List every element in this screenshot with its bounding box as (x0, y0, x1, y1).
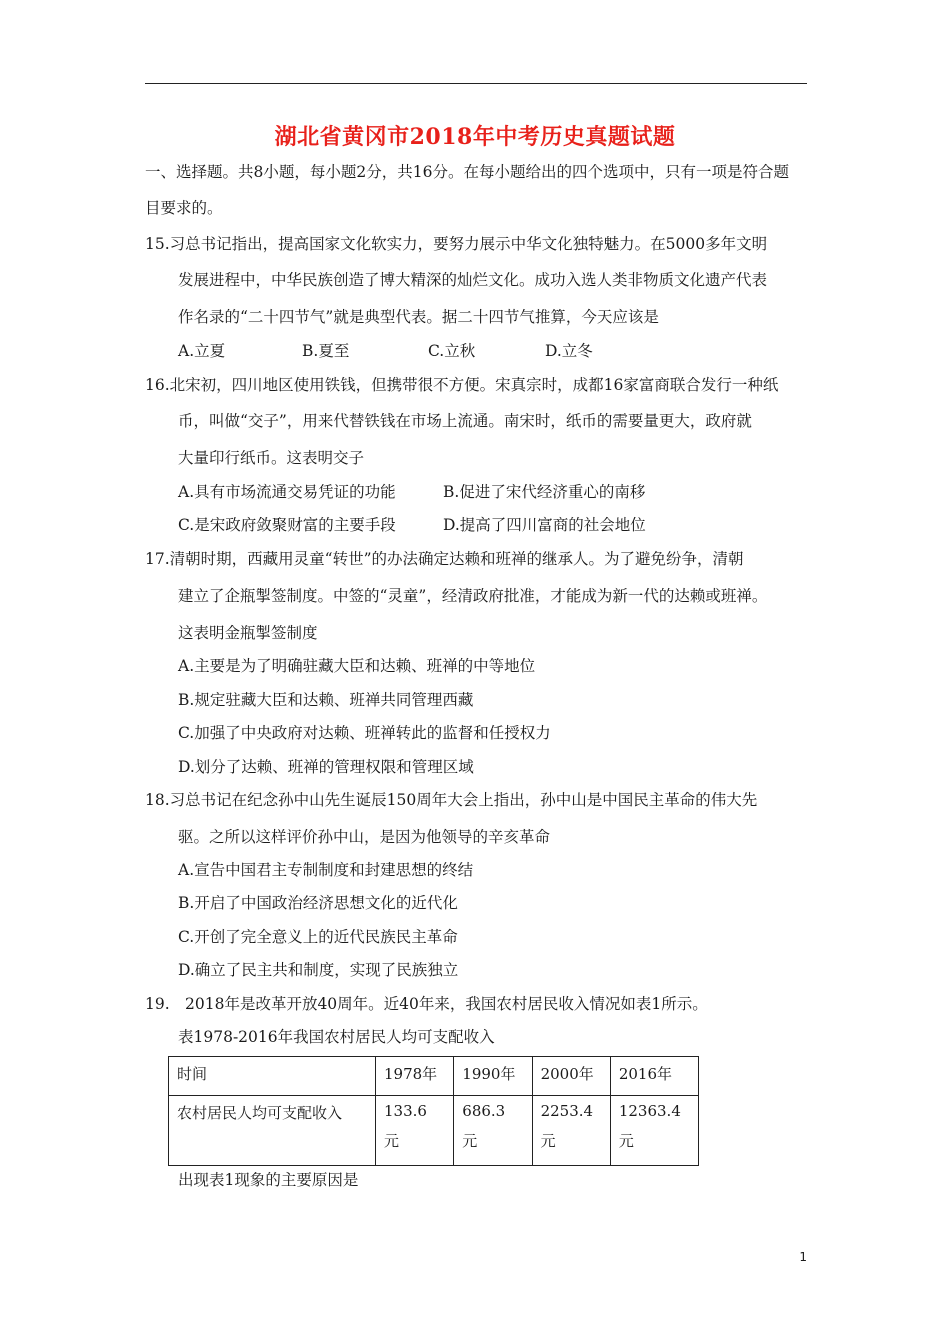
value-number: 133.6 (384, 1101, 427, 1120)
q19-after-table: 出现表1现象的主要原因是 (178, 1171, 359, 1189)
q17-option-b: B.规定驻藏大臣和达赖、班禅共同管理西藏 (178, 691, 474, 709)
page-title: 湖北省黄冈市2018年中考历史真题试题 (274, 124, 676, 150)
value-number: 686.3 (462, 1101, 506, 1120)
income-table (168, 1056, 699, 1166)
value-number: 2253.4 (540, 1101, 594, 1120)
table-caption: 表1978-2016年我国农村居民人均可支配收入 (178, 1028, 495, 1046)
q17-option-c: C.加强了中央政府对达赖、班禅转此的监督和任授权力 (178, 724, 551, 742)
q18-line-1: 18.习总书记在纪念孙中山先生诞辰150周年大会上指出，孙中山是中国民主革命的伟大先 (145, 791, 758, 809)
q15-line-3: 作名录的“二十四节气”就是典型代表。据二十四节气推算，今天应该是 (178, 308, 659, 326)
header-1978: 1978年 (376, 1057, 454, 1096)
header-2000: 2000年 (532, 1057, 610, 1096)
q16-line-3: 大量印行纸币。这表明交子 (178, 449, 365, 467)
q18-line-2: 驱。之所以这样评价孙中山，是因为他领导的辛亥革命 (178, 828, 551, 846)
value-2000 (532, 1095, 610, 1165)
q16-option-a: A.具有市场流通交易凭证的功能 (178, 483, 396, 501)
q19-line-1: 2018年是改革开放40周年。近40年来，我国农村居民收入情况如表1所示。 (185, 995, 708, 1013)
header-1990: 1990年 (454, 1057, 532, 1096)
q17-line-2: 建立了企瓶掣签制度。中签的“灵童”，经清政府批准，才能成为新一代的达赖或班禅。 (178, 587, 768, 605)
value-unit: 元 (618, 1131, 634, 1150)
q15-option-d: D.立冬 (545, 342, 593, 360)
q15-option-a: A.立夏 (178, 342, 226, 360)
q17-line-3: 这表明金瓶掣签制度 (178, 624, 318, 642)
q16-option-b: B.促进了宋代经济重心的南移 (443, 483, 646, 501)
value-1990 (454, 1095, 532, 1165)
q18-option-a: A.宣告中国君主专制制度和封建思想的终结 (178, 861, 474, 879)
q16-option-c: C.是宋政府敛聚财富的主要手段 (178, 516, 396, 534)
section-instruction-2: 目要求的。 (145, 199, 223, 217)
header-2016: 2016年 (610, 1057, 698, 1096)
value-unit: 元 (384, 1131, 400, 1150)
q18-option-d: D.确立了民主共和制度，实现了民族独立 (178, 961, 459, 979)
value-unit: 元 (462, 1131, 478, 1150)
q16-option-d: D.提高了四川富商的社会地位 (443, 516, 646, 534)
value-1978 (376, 1095, 454, 1165)
page-number: 1 (799, 1250, 807, 1264)
q17-option-d: D.划分了达赖、班禅的管理权限和管理区域 (178, 758, 474, 776)
q15-option-b: B.夏至 (302, 342, 350, 360)
q19-number: 19. (145, 995, 170, 1013)
q18-option-b: B.开启了中国政治经济思想文化的近代化 (178, 894, 458, 912)
q18-option-c: C.开创了完全意义上的近代民族民主革命 (178, 928, 458, 946)
row-label: 农村居民人均可支配收入 (169, 1095, 376, 1165)
q16-line-1: 16.北宋初，四川地区使用铁钱，但携带很不方便。宋真宗时，成都16家富商联合发行一种纸 (145, 376, 779, 394)
q15-option-c: C.立秋 (428, 342, 476, 360)
table-header-row (169, 1057, 699, 1096)
header-rule (145, 83, 807, 84)
section-instruction-1: 一、选择题。共8小题，每小题2分，共16分。在每小题给出的四个选项中，只有一项是符合题 (145, 163, 789, 181)
header-time: 时间 (169, 1057, 376, 1096)
q17-line-1: 17.清朝时期，西藏用灵童“转世”的办法确定达赖和班禅的继承人。为了避免纷争，清朝 (145, 550, 744, 568)
value-2016 (610, 1095, 698, 1165)
q15-line-2: 发展进程中，中华民族创造了博大精深的灿烂文化。成功入选人类非物质文化遗产代表 (178, 271, 768, 289)
value-number: 12363.4 (618, 1101, 681, 1120)
q17-option-a: A.主要是为了明确驻藏大臣和达赖、班禅的中等地位 (178, 657, 536, 675)
q15-line-1: 15.习总书记指出，提高国家文化软实力，要努力展示中华文化独特魅力。在5000多年文明 (145, 235, 768, 253)
table-row (169, 1095, 699, 1165)
value-unit: 元 (540, 1131, 556, 1150)
q16-line-2: 币，叫做“交子”，用来代替铁钱在市场上流通。南宋时，纸币的需要量更大，政府就 (178, 412, 752, 430)
